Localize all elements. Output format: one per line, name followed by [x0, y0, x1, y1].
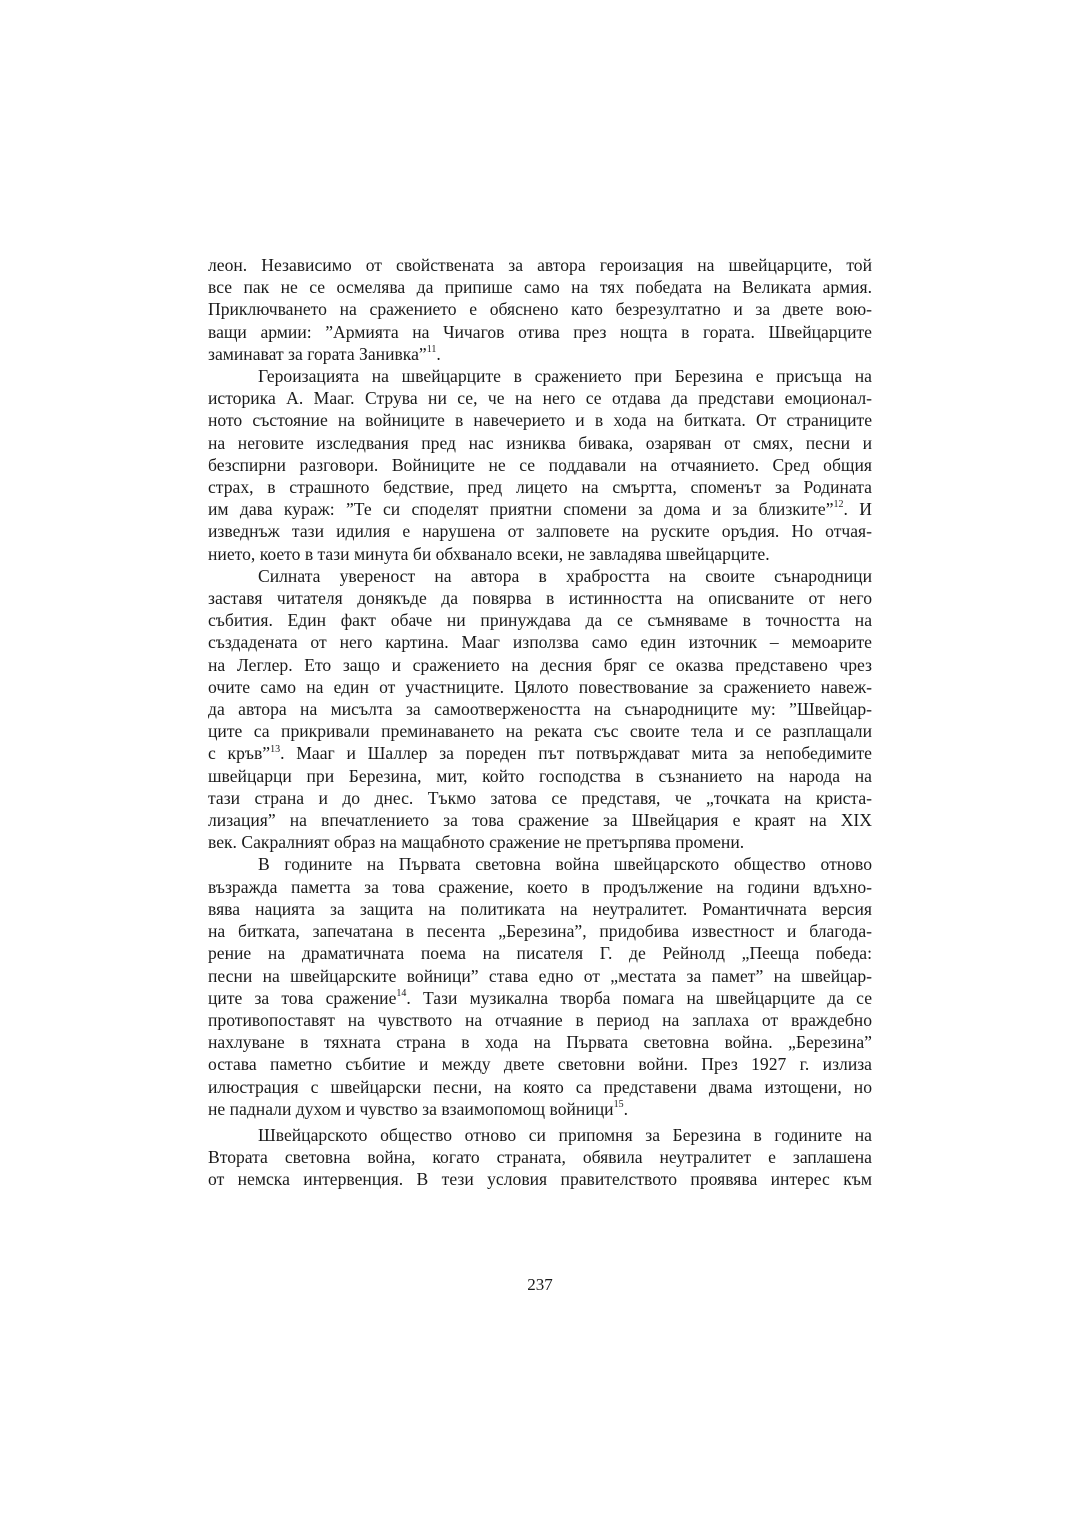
- text-line: заставя читателя донякъде да повярва в истинността на описваните от него: [208, 588, 872, 609]
- text-line: очите само на един от участниците. Цялото повествование за сражението навеж-: [208, 676, 872, 697]
- text-line: век. Сакралният образ на мащабното сражение не претърпява промени.: [208, 832, 745, 853]
- text-fragment: с кръв”: [208, 743, 271, 764]
- text-line: Швейцарското общество отново си припомня за Березина в годините на: [258, 1124, 872, 1145]
- text-line: събития. Един факт обаче ни принуждава да се съмняваме в точността на: [208, 610, 872, 631]
- text-line: тази страна и до днес. Тъкмо затова се представя, че „точката на криста-: [208, 787, 872, 808]
- text-line: песни на швейцарските войници” става едно от „местата за памет” на швейцар-: [208, 965, 872, 986]
- text-fragment: им дава кураж: ”Те си споделят приятни спомени за дома и за близките”: [208, 499, 834, 520]
- text-line: Приключването на сражението е обяснено като безрезултатно и за двете вою-: [208, 299, 872, 320]
- text-line: Силната увереност на автора в храбростта на своите сънародници: [258, 565, 872, 586]
- text-fragment: . И: [843, 499, 872, 520]
- text-line: вява нацията за защита на политиката на неутралитет. Романтичната версия: [208, 898, 872, 919]
- text-line: историка А. Мааг. Струва ни се, че на него се отдава да представи емоционал-: [208, 388, 872, 409]
- text-line: изведнъж тази идилия е нарушена от залповете на руските оръдия. Но отчая-: [208, 521, 872, 542]
- text-fragment: .: [436, 343, 441, 364]
- text-line: нието, което в тази минута би обхванало всеки, не завладява швейцарците.: [208, 543, 770, 564]
- text-line: Героизацията на швейцарците в сражението при Березина е присъща на: [258, 366, 872, 387]
- text-line: швейцарци при Березина, мит, който господства в съзнанието на народа на: [208, 765, 872, 786]
- text-line: илюстрация с швейцарски песни, на която са представени двама изтощени, но: [208, 1076, 872, 1097]
- text-line: остава паметно събитие и между двете световни войни. През 1927 г. излиза: [208, 1054, 872, 1075]
- text-line: на битката, запечатана в песента „Березина”, придобива известност и благода-: [208, 921, 872, 942]
- text-line: на Леглер. Ето защо и сражението на десния бряг се оказва представено чрез: [208, 654, 872, 675]
- text-line: на неговите изследвания пред нас изниква бивака, озаряван от смях, песни и: [208, 432, 872, 453]
- text-line: противопоставят на чувството на отчаяние в период на заплаха от враждебно: [208, 1009, 872, 1030]
- text-line: ците са прикривали преминаването на реката със своите тела и се разплащали: [208, 721, 872, 742]
- text-line: леон. Независимо от свойствената за автора героизация на швейцарците, той: [208, 255, 872, 275]
- text-fragment: .: [623, 1098, 628, 1119]
- text-line: [208, 987, 872, 1009]
- text-line: страх, в страшното бедствие, пред лицето на смъртта, споменът за Родината: [208, 477, 872, 498]
- footnote-ref-11: 11: [426, 343, 437, 355]
- text-line: [208, 343, 872, 365]
- footnote-ref-15: 15: [613, 1098, 624, 1110]
- text-line: безспирни разговори. Войниците не се поддавали на отчаянието. Сред общия: [208, 454, 872, 475]
- text-fragment: . Мааг и Шаллер за пореден път потвърждават мита за непобедимите: [280, 743, 872, 764]
- text-line: създадената от него картина. Мааг използва само един източник – мемоарите: [208, 632, 872, 653]
- paragraph-5: [208, 1124, 872, 1191]
- text-line: от немска интервенция. В тези условия правителството проявява интерес към: [208, 1169, 872, 1190]
- text-line: лизация” на впечатлението за това сражение за Швейцария е краят на XIX: [208, 810, 872, 831]
- footnote-ref-14: 14: [396, 987, 407, 999]
- text-fragment: заминават за гората Занивка”: [208, 343, 427, 364]
- paragraph-2: [208, 365, 872, 565]
- page-number: 237: [527, 1275, 553, 1294]
- text-line: ното състояние на войниците в навечерието и в хода на битката. От страниците: [208, 410, 872, 431]
- text-line: [208, 1098, 872, 1120]
- text-fragment: ците за това сражение: [208, 987, 397, 1008]
- page-body: [208, 254, 872, 1191]
- footnote-ref-13: 13: [270, 743, 281, 755]
- text-line: възражда паметта за това сражение, което в продължение на години вдъхно-: [208, 876, 872, 897]
- text-line: нахлуване в тяхната страна в хода на Първата световна война. „Березина”: [208, 1032, 872, 1053]
- paragraph-4: [208, 853, 872, 1119]
- footnote-ref-12: 12: [833, 499, 844, 511]
- text-line: В годините на Първата световна война швейцарското общество отново: [258, 854, 872, 875]
- text-line: все пак не се осмелява да припише само на тях победата на Великата армия.: [208, 277, 872, 298]
- text-line: да автора на мисълта за самоотвержеността на сънародниците му: ”Швейцар-: [208, 699, 872, 720]
- text-line: рение на драматичната поема на писателя Г. де Рейнолд „Пееща победа:: [208, 943, 872, 964]
- text-fragment: . Тази музикална творба помага на швейцарците да се: [406, 987, 872, 1008]
- text-line: [208, 498, 872, 520]
- text-line: ващи армии: ”Армията на Чичагов отива през нощта в гората. Швейцарците: [208, 321, 872, 342]
- text-fragment: не паднали духом и чувство за взаимопомощ войници: [208, 1098, 614, 1119]
- paragraph-3: [208, 565, 872, 854]
- paragraph-1: [208, 254, 872, 365]
- text-line: Втората световна война, когато страната, обявила неутралитет е заплашена: [208, 1147, 872, 1168]
- text-line: [208, 742, 872, 764]
